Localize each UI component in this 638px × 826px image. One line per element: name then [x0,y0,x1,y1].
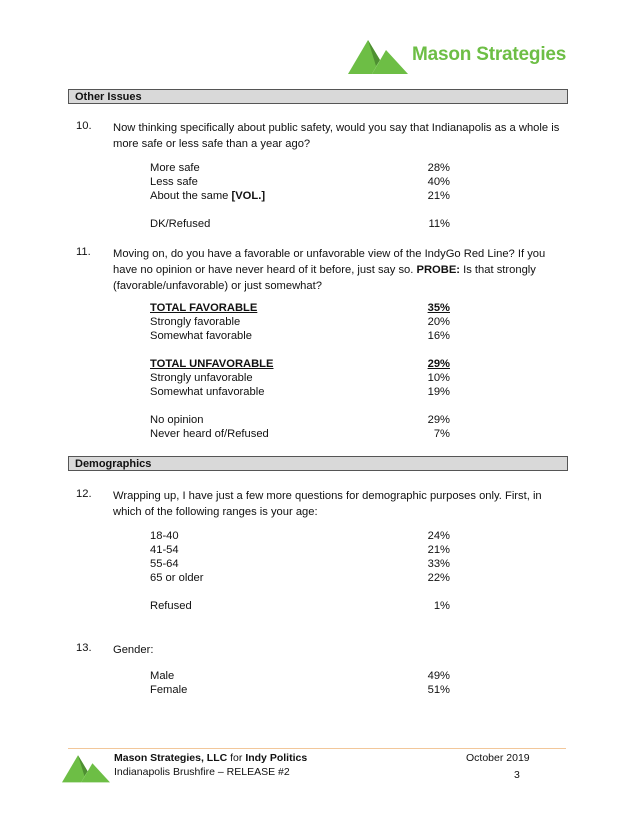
question-text: Moving on, do you have a favorable or unfavorable view of the IndyGo Red Line? If you have no opinion or have never heard of it before, just say so. PROBE: Is that strongly (favorable/unfavorable) or just somewhat? [113,248,546,292]
response-value: 22% [427,572,450,584]
response-row [150,176,450,190]
question-number: 10. [76,120,92,132]
response-row [150,316,450,330]
response-value: 16% [427,330,450,342]
response-row [150,600,450,614]
brand-logo [346,36,576,76]
section-header-demographics [68,456,568,471]
response-row [150,544,450,558]
response-row [150,372,450,386]
section-title: Demographics [75,458,152,470]
response-value: 1% [433,600,450,612]
response-value: 33% [427,558,450,570]
response-row [150,428,450,442]
response-value: 21% [427,190,450,202]
response-row [150,684,450,698]
response-label: 55-64 [150,558,179,570]
brand-name: Mason Strategies [412,44,567,65]
response-row [150,386,450,400]
response-row [150,218,450,232]
response-value: 20% [427,316,450,328]
response-value: 29% [427,358,450,370]
response-value: 51% [427,684,450,696]
response-value: 49% [427,670,450,682]
response-value: 29% [427,414,450,426]
footer-divider [68,748,566,749]
response-value: 11% [428,218,450,230]
response-label: Never heard of/Refused [150,428,269,440]
response-label: TOTAL UNFAVORABLE [150,358,274,370]
mountain-logo-icon [346,36,410,76]
response-label: Somewhat unfavorable [150,386,265,398]
question-number: 12. [76,488,92,500]
footer-date: October 2019 [466,752,530,764]
mountain-logo-icon [60,752,112,784]
question-number: 11. [76,246,91,258]
response-row [150,670,450,684]
response-label: More safe [150,162,200,174]
response-row [150,162,450,176]
footer-release: Indianapolis Brushfire – RELEASE #2 [114,766,290,778]
probe-label: PROBE: [416,264,461,276]
response-label: Less safe [150,176,198,188]
response-row [150,330,450,344]
section-title: Other Issues [75,91,142,103]
response-label: About the same [VOL.] [150,190,266,202]
response-row-total [150,358,450,372]
response-label: Somewhat favorable [150,330,252,342]
response-value: 35% [427,302,450,314]
page-number: 3 [514,769,520,781]
response-row [150,572,450,586]
footer-logo [60,752,112,784]
footer-org-line: Mason Strategies, LLC for Indy Politics [114,752,308,764]
response-label: Female [150,684,188,696]
response-label: 65 or older [150,572,204,584]
question-number: 13. [76,642,92,654]
response-label: TOTAL FAVORABLE [150,302,258,314]
response-value: 7% [433,428,450,440]
response-label: Strongly favorable [150,316,241,328]
response-value: 21% [427,544,450,556]
section-header-other-issues [68,89,568,104]
response-row [150,530,450,544]
response-value: 19% [427,386,450,398]
question-text: Now thinking specifically about public safety, would you say that Indianapolis as a whole is more safe or less safe than a year ago? [113,122,560,150]
vol-marker: [VOL.] [231,190,266,202]
response-row [150,414,450,428]
response-label: No opinion [150,414,204,426]
response-value: 40% [427,176,450,188]
response-value: 24% [427,530,450,542]
question-text: Gender: [113,644,154,656]
response-label: Male [150,670,175,682]
response-value: 10% [427,372,450,384]
response-label: 41-54 [150,544,179,556]
response-value: 28% [427,162,450,174]
response-label: Refused [150,600,192,612]
response-label: 18-40 [150,530,179,542]
response-row-total [150,302,450,316]
question-text: Wrapping up, I have just a few more questions for demographic purposes only. First, in which of the following ranges is your age: [113,490,542,518]
response-label: DK/Refused [150,218,211,230]
response-row [150,190,450,204]
response-label: Strongly unfavorable [150,372,253,384]
response-row [150,558,450,572]
